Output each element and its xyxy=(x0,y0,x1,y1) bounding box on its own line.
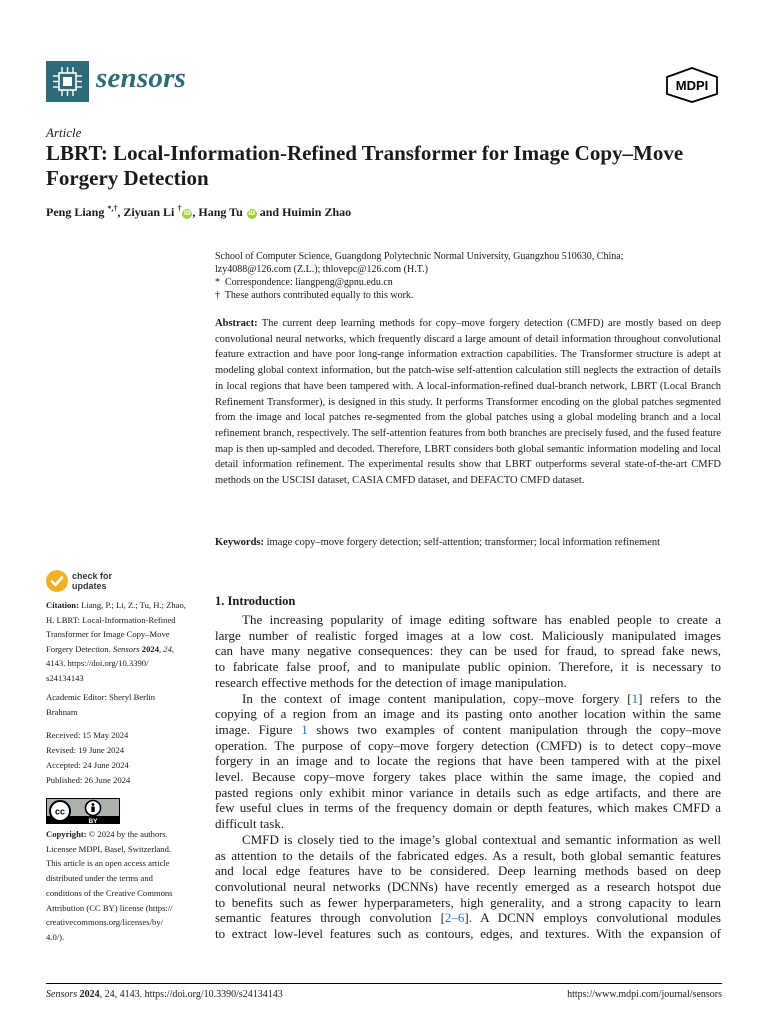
keywords xyxy=(215,536,725,550)
author-name: and Huimin Zhao xyxy=(259,205,352,219)
paragraph-line: convolutional neural networks (DCNNs) have recently emerged as a research hotspot due xyxy=(215,878,721,894)
footer-citation xyxy=(46,989,283,1000)
date-published: Published: 26 June 2024 xyxy=(46,775,131,785)
author-name: Ziyuan Li xyxy=(123,205,175,219)
copyright-line: Licensee MDPI, Basel, Switzerland. xyxy=(46,843,172,854)
equal-contribution-note xyxy=(215,289,725,302)
keywords-text: image copy–move forgery detection; self-attention; transformer; local information refinement xyxy=(266,537,661,548)
citation-line: H. LBRT: Local-Information-Refined xyxy=(46,614,176,625)
cc-by-license-badge[interactable] xyxy=(46,798,120,824)
copyright-label: Copyright: xyxy=(46,829,87,839)
citation-doi-end[interactable]: s24134143 xyxy=(46,672,84,683)
text-run: In the context of image content manipulation, copy–move forgery [ xyxy=(242,690,632,706)
keywords-label: Keywords: xyxy=(215,537,264,548)
orcid-icon[interactable]: iD xyxy=(183,210,191,217)
paragraph-line: research effective methods for the detection of image manipulation. xyxy=(215,674,567,690)
attribution-icon xyxy=(86,801,101,816)
equal-contribution-mark: † xyxy=(215,290,220,301)
affiliation-line: lzy4088@126.com (Z.L.); thlovepc@126.com (H.T.) xyxy=(215,264,428,275)
orcid-icon[interactable]: iD xyxy=(248,210,256,217)
section-heading: 1. Introduction xyxy=(215,594,296,608)
footer-year: 2024 xyxy=(77,989,100,1000)
copyright-line: © 2024 by the authors. xyxy=(86,829,168,839)
paragraph-line: difficult task. xyxy=(215,816,285,832)
text-run: semantic features through convolution [ xyxy=(215,910,445,926)
editor-line: Brahnam xyxy=(46,707,78,717)
check-updates-line: check for xyxy=(72,571,113,581)
citation-volume: , 24, xyxy=(159,643,175,654)
check-updates-line: updates xyxy=(72,581,107,591)
journal-name: sensors xyxy=(96,62,187,94)
paragraph-line: few useful clues in terms of the frequency domain or depth features, which makes CMFD a xyxy=(215,800,721,816)
copyright-line: conditions of the Creative Commons xyxy=(46,887,173,898)
paragraph-line: and local edge features have to be considered. Deep learning methods based on deep xyxy=(215,863,721,879)
author-marks: † xyxy=(177,204,182,213)
paragraph-line xyxy=(215,691,721,707)
author-list xyxy=(46,204,351,220)
copyright-line: 4.0/). xyxy=(46,931,65,942)
author-name: Peng Liang xyxy=(46,205,105,219)
cc-by-label: BY xyxy=(88,818,98,825)
copyright-notice xyxy=(46,827,198,945)
footer-journal-url[interactable]: https://www.mdpi.com/journal/sensors xyxy=(567,989,722,1000)
text-run: ] refers to the xyxy=(638,690,721,706)
author-separator: , xyxy=(192,205,196,219)
footer-journal: Sensors xyxy=(46,989,78,1000)
paragraph-line: copying of a region from an image and its pasting onto another location within the same xyxy=(215,706,721,722)
citation-doi[interactable]: 4143. https://doi.org/10.3390/ xyxy=(46,658,149,669)
paragraph-line: pasted regions only exhibit minor variance in details such as edge artifacts, and there are xyxy=(215,784,721,800)
date-accepted: Accepted: 24 June 2024 xyxy=(46,760,129,770)
paragraph-line: large number of realistic forged images at a low cost. Maliciously manipulated images xyxy=(215,627,721,643)
correspondence-mark: * xyxy=(215,277,220,288)
citation xyxy=(46,598,198,686)
academic-editor xyxy=(46,690,198,720)
author-name: Hang Tu xyxy=(198,205,243,219)
publication-dates xyxy=(46,728,198,788)
citation-line: Forgery Detection. xyxy=(46,643,113,654)
correspondence-note xyxy=(215,276,725,289)
publisher-name: MDPI xyxy=(675,78,709,93)
editor-line: Academic Editor: Sheryl Berlin xyxy=(46,692,156,702)
citation-link[interactable]: 1 xyxy=(631,690,639,706)
citation-line: Transformer for Image Copy–Move xyxy=(46,629,170,640)
check-for-updates-badge[interactable] xyxy=(46,570,146,596)
citation-link[interactable]: 2–6 xyxy=(444,910,465,926)
check-updates-label xyxy=(72,571,112,591)
svg-text:cc: cc xyxy=(54,806,66,817)
citation-line: Liang, P.; Li, Z.; Tu, H.; Zhao, xyxy=(78,600,186,610)
abstract-label: Abstract: xyxy=(215,318,258,329)
paragraph-line: to fabricate false proof, and to manipulate public opinion. Therefore, it is necessary to xyxy=(215,659,721,675)
author-marks: *,† xyxy=(107,204,118,213)
date-received: Received: 15 May 2024 xyxy=(46,730,129,740)
text-run: image. Figure xyxy=(215,721,302,737)
paragraph-line: can have many negative consequences: they can be used for fraud, to spread fake news, xyxy=(215,643,721,659)
abstract xyxy=(215,316,721,489)
paragraph-line: level. Because copy–move forgery takes place within the same image, the copied and xyxy=(215,769,721,785)
copyright-line: creativecommons.org/licenses/by/ xyxy=(46,917,164,928)
abstract-text: The current deep learning methods for copy–move forgery detection (CMFD) are mostly based on deep convolutional neural networks, which frequently discard a large amount of detail information throughout convolutional feature extraction and have poor long-range information extraction capabilities. The Transformer structure is adept at modeling global context information, but the patch-wise self-attention calculation still neglects the extraction of details in local regions that have been tampered with. A local-information-refined dual-branch network, LBRT (Local Branch Refinement Transformer), is designed in this study. It performs Transformer encoding on the global patches segmented from the image and local patches re-segmented from the global patches using a global modeling branch and a local refinement branch, respectively. The self-attention features from both branches are precisely fused, and the fused feature map is then up-sampled and decoded. Therefore, LBRT considers both global semantic information modeling and local detail information refinement. The experimental results show that LBRT outperforms several state-of-the-art CMFD methods on the USCISI dataset, CASIA CMFD dataset, and DEFACTO CMFD dataset. xyxy=(215,318,721,487)
copyright-line: Attribution (CC BY) license (https:// xyxy=(46,902,173,913)
figure-link[interactable]: 1 xyxy=(301,721,308,737)
equal-contribution-text: These authors contributed equally to this work. xyxy=(224,290,414,301)
paragraph-line: CMFD is closely tied to the image’s global contextual and semantic information as well xyxy=(242,831,721,847)
citation-journal: Sensors xyxy=(112,643,140,654)
checkmark-icon xyxy=(46,570,68,592)
paragraph-line: to benefits such as fewer hyperparameters, high generality, and a strong capacity to learn xyxy=(215,894,721,910)
paragraph-line: forgery in an image and to locate the regions that have been tampered with at the pixel xyxy=(215,753,721,769)
correspondence-text: Correspondence: liangpeng@gpnu.edu.cn xyxy=(225,277,393,288)
date-revised: Revised: 19 June 2024 xyxy=(46,745,125,755)
citation-label: Citation: xyxy=(46,600,79,610)
text-run: ]. A DCNN employs convolutional modules xyxy=(464,910,721,926)
text-run: shows two examples of content manipulation through the copy–move xyxy=(307,721,721,737)
publisher-logo xyxy=(664,67,720,103)
paragraph-line xyxy=(215,910,721,926)
citation-year: 2024 xyxy=(139,643,159,654)
creative-commons-icon xyxy=(50,801,70,821)
footer-divider xyxy=(46,983,722,984)
paragraph-line: The increasing popularity of image editing software has enabled people to create a xyxy=(242,612,721,627)
body-text xyxy=(215,612,721,942)
author-separator: , xyxy=(117,205,121,219)
affiliations xyxy=(215,250,725,302)
chip-icon xyxy=(46,61,89,102)
copyright-line: This article is an open access article xyxy=(46,858,170,869)
journal-logo xyxy=(46,61,89,102)
paragraph-line xyxy=(215,722,721,738)
copyright-line: distributed under the terms and xyxy=(46,873,153,884)
mdpi-hexagon-icon xyxy=(664,67,720,103)
affiliation-line: School of Computer Science, Guangdong Polytechnic Normal University, Guangzhou 510630, China; xyxy=(215,251,624,262)
footer-doi[interactable]: , 24, 4143. https://doi.org/10.3390/s24134143 xyxy=(99,989,283,1000)
paragraph-line: operation. The purpose of copy–move forgery detection (CMFD) is to detect copy–move xyxy=(215,737,721,753)
paragraph-line: to extract low-level features such as contours, edges, and textures. With the expansion of xyxy=(215,926,721,942)
paper-title: LBRT: Local-Information-Refined Transformer for Image Copy–Move Forgery Detection xyxy=(46,141,684,190)
paragraph-line: as attention to the details of the fabricated edges. As a result, both global semantic features xyxy=(215,847,721,863)
article-type: Article xyxy=(46,125,82,140)
